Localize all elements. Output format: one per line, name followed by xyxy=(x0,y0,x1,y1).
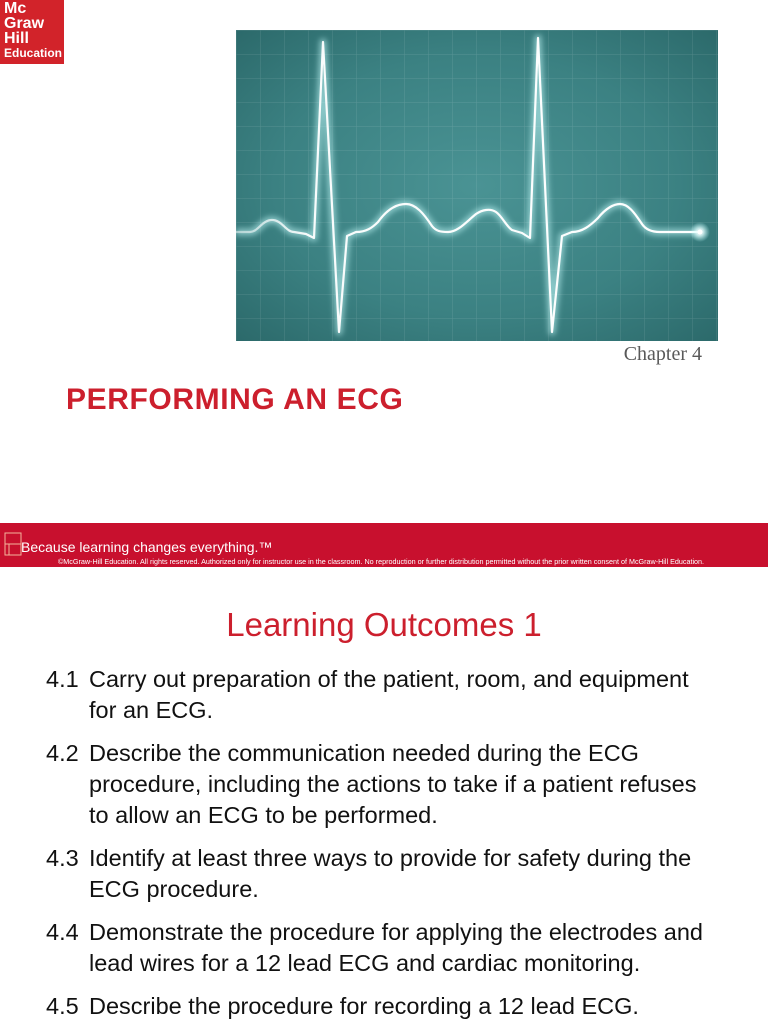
logo-line-education: Education xyxy=(4,46,63,60)
logo-line-hill: Hill xyxy=(4,30,29,47)
footer-bar xyxy=(0,523,768,567)
list-item xyxy=(0,664,768,726)
slide-title: Learning Outcomes 1 xyxy=(226,606,542,643)
outcome-text-line: lead wires for a 12 lead ECG and cardiac monitoring. xyxy=(89,950,641,976)
chapter-label: Chapter 4 xyxy=(623,343,702,365)
deck-title: PERFORMING AN ECG xyxy=(66,383,404,416)
outcome-text-line: Describe the procedure for recording a 12 lead ECG. xyxy=(89,993,639,1019)
ecg-image xyxy=(236,30,718,341)
list-item xyxy=(0,843,768,905)
outcomes-list xyxy=(0,664,768,1022)
outcome-text-line: ECG procedure. xyxy=(89,876,259,902)
mh-box-icon xyxy=(4,532,22,556)
learning-outcomes-slide xyxy=(0,568,768,1024)
outcome-text-line: Demonstrate the procedure for applying the electrodes and xyxy=(89,919,703,945)
outcome-text-line: Carry out preparation of the patient, room, and equipment xyxy=(89,666,689,692)
list-item xyxy=(0,917,768,979)
footer-tagline: Because learning changes everything.™ xyxy=(21,539,273,555)
outcome-number: 4.5 xyxy=(46,993,79,1019)
ecg-end-dot xyxy=(698,230,703,235)
outcome-text-line: for an ECG. xyxy=(89,697,214,723)
footer-copyright: ©McGraw-Hill Education. All rights reserved. Authorized only for instructor use in the classroom. No reproduction or further distribution permitted without the prior written consent of McGraw-Hill Education. xyxy=(58,557,705,566)
list-item xyxy=(0,738,768,831)
outcome-text-line: Describe the communication needed during the ECG xyxy=(89,740,639,766)
outcome-text-line: to allow an ECG to be performed. xyxy=(89,802,438,828)
logo-line-graw: Graw xyxy=(4,15,45,32)
ecg-grid xyxy=(236,30,718,341)
outcome-text-line: procedure, including the actions to take if a patient refuses xyxy=(89,771,697,797)
outcome-number: 4.3 xyxy=(46,845,79,871)
list-item xyxy=(0,991,768,1022)
publisher-logo xyxy=(0,0,64,64)
outcome-number: 4.4 xyxy=(46,919,79,945)
outcome-number: 4.2 xyxy=(46,740,79,766)
outcome-number: 4.1 xyxy=(46,666,79,692)
outcome-text-line: Identify at least three ways to provide for safety during the xyxy=(89,845,692,871)
logo-line-mc: Mc xyxy=(4,0,27,17)
